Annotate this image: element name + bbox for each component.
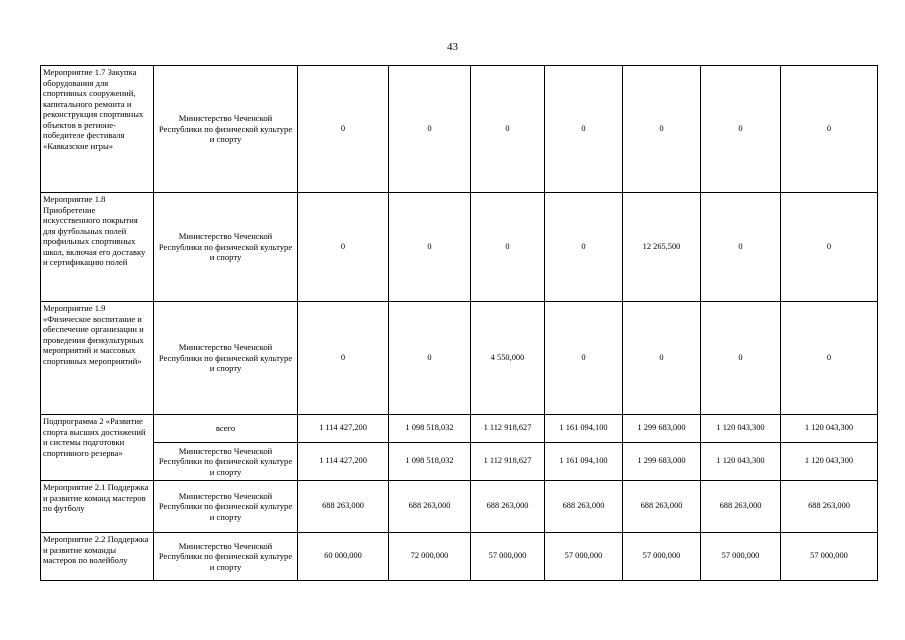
value-cell: 1 098 518,032 (389, 443, 471, 481)
value-cell: 1 098 518,032 (389, 415, 471, 443)
table-row (41, 66, 878, 193)
value-cell: 1 299 683,000 (623, 443, 701, 481)
value-cell: 0 (298, 193, 389, 302)
value-cell: 0 (545, 302, 623, 415)
value-cell: 0 (389, 302, 471, 415)
value-cell: 688 263,000 (701, 481, 781, 533)
executor-cell: Министерство Чеченской Республики по физической культуре и спорту (154, 443, 298, 481)
measure-name: Мероприятие 1.7 Закупка оборудования для спортивных сооружений, капитального ремонта и реконструкция спортивных объектов в регионе-победителе фестиваля «Кавказские игры» (41, 66, 154, 193)
value-cell: 688 263,000 (781, 481, 878, 533)
value-cell: 72 000,000 (389, 533, 471, 581)
value-cell: 1 120 043,300 (781, 443, 878, 481)
value-cell: 0 (471, 193, 545, 302)
value-cell: 12 265,500 (623, 193, 701, 302)
executor-cell: всего (154, 415, 298, 443)
table-row (41, 443, 878, 481)
value-cell: 0 (623, 66, 701, 193)
value-cell: 688 263,000 (623, 481, 701, 533)
value-cell: 57 000,000 (623, 533, 701, 581)
value-cell: 0 (701, 66, 781, 193)
value-cell: 0 (623, 302, 701, 415)
value-cell: 688 263,000 (298, 481, 389, 533)
value-cell: 1 299 683,000 (623, 415, 701, 443)
measure-name: Мероприятие 2.1 Поддержка и развитие команд мастеров по футболу (41, 481, 154, 533)
value-cell: 1 120 043,300 (701, 443, 781, 481)
value-cell: 0 (781, 66, 878, 193)
value-cell: 1 112 918,627 (471, 415, 545, 443)
value-cell: 57 000,000 (545, 533, 623, 581)
table-row (41, 193, 878, 302)
value-cell: 0 (471, 66, 545, 193)
value-cell: 4 550,000 (471, 302, 545, 415)
value-cell: 1 120 043,300 (701, 415, 781, 443)
value-cell: 0 (545, 66, 623, 193)
value-cell: 1 112 918,627 (471, 443, 545, 481)
table-row (41, 302, 878, 415)
value-cell: 57 000,000 (471, 533, 545, 581)
value-cell: 0 (781, 193, 878, 302)
value-cell: 688 263,000 (471, 481, 545, 533)
value-cell: 1 161 094,100 (545, 443, 623, 481)
program-table (40, 65, 878, 581)
measure-name: Мероприятие 1.9 «Физическое воспитание и обеспечение организации и проведения физкультурных мероприятий и массовых спортивных мероприятий» (41, 302, 154, 415)
value-cell: 688 263,000 (389, 481, 471, 533)
measure-name: Мероприятие 1.8 Приобретение искусственного покрытия для футбольных полей профильных спортивных школ, включая его доставку и сертификацию полей (41, 193, 154, 302)
executor-cell: Министерство Чеченской Республики по физической культуре и спорту (154, 302, 298, 415)
value-cell: 0 (701, 193, 781, 302)
executor-cell: Министерство Чеченской Республики по физической культуре и спорту (154, 66, 298, 193)
value-cell: 57 000,000 (701, 533, 781, 581)
executor-cell: Министерство Чеченской Республики по физической культуре и спорту (154, 193, 298, 302)
value-cell: 688 263,000 (545, 481, 623, 533)
value-cell: 0 (701, 302, 781, 415)
executor-cell: Министерство Чеченской Республики по физической культуре и спорту (154, 481, 298, 533)
value-cell: 57 000,000 (781, 533, 878, 581)
measure-name: Мероприятие 2.2 Поддержка и развитие команды мастеров по волейболу (41, 533, 154, 581)
value-cell: 0 (545, 193, 623, 302)
value-cell: 60 000,000 (298, 533, 389, 581)
table-row (41, 415, 878, 443)
value-cell: 0 (781, 302, 878, 415)
subprogram-name: Подпрограмма 2 «Развитие спорта высших достижений и системы подготовки спортивного резерва» (41, 415, 154, 481)
value-cell: 0 (298, 302, 389, 415)
value-cell: 1 161 094,100 (545, 415, 623, 443)
table-row (41, 533, 878, 581)
value-cell: 0 (389, 66, 471, 193)
executor-cell: Министерство Чеченской Республики по физической культуре и спорту (154, 533, 298, 581)
value-cell: 1 114 427,200 (298, 443, 389, 481)
value-cell: 0 (298, 66, 389, 193)
page-number: 43 (447, 41, 458, 53)
value-cell: 0 (389, 193, 471, 302)
table-row (41, 481, 878, 533)
value-cell: 1 120 043,300 (781, 415, 878, 443)
value-cell: 1 114 427,200 (298, 415, 389, 443)
